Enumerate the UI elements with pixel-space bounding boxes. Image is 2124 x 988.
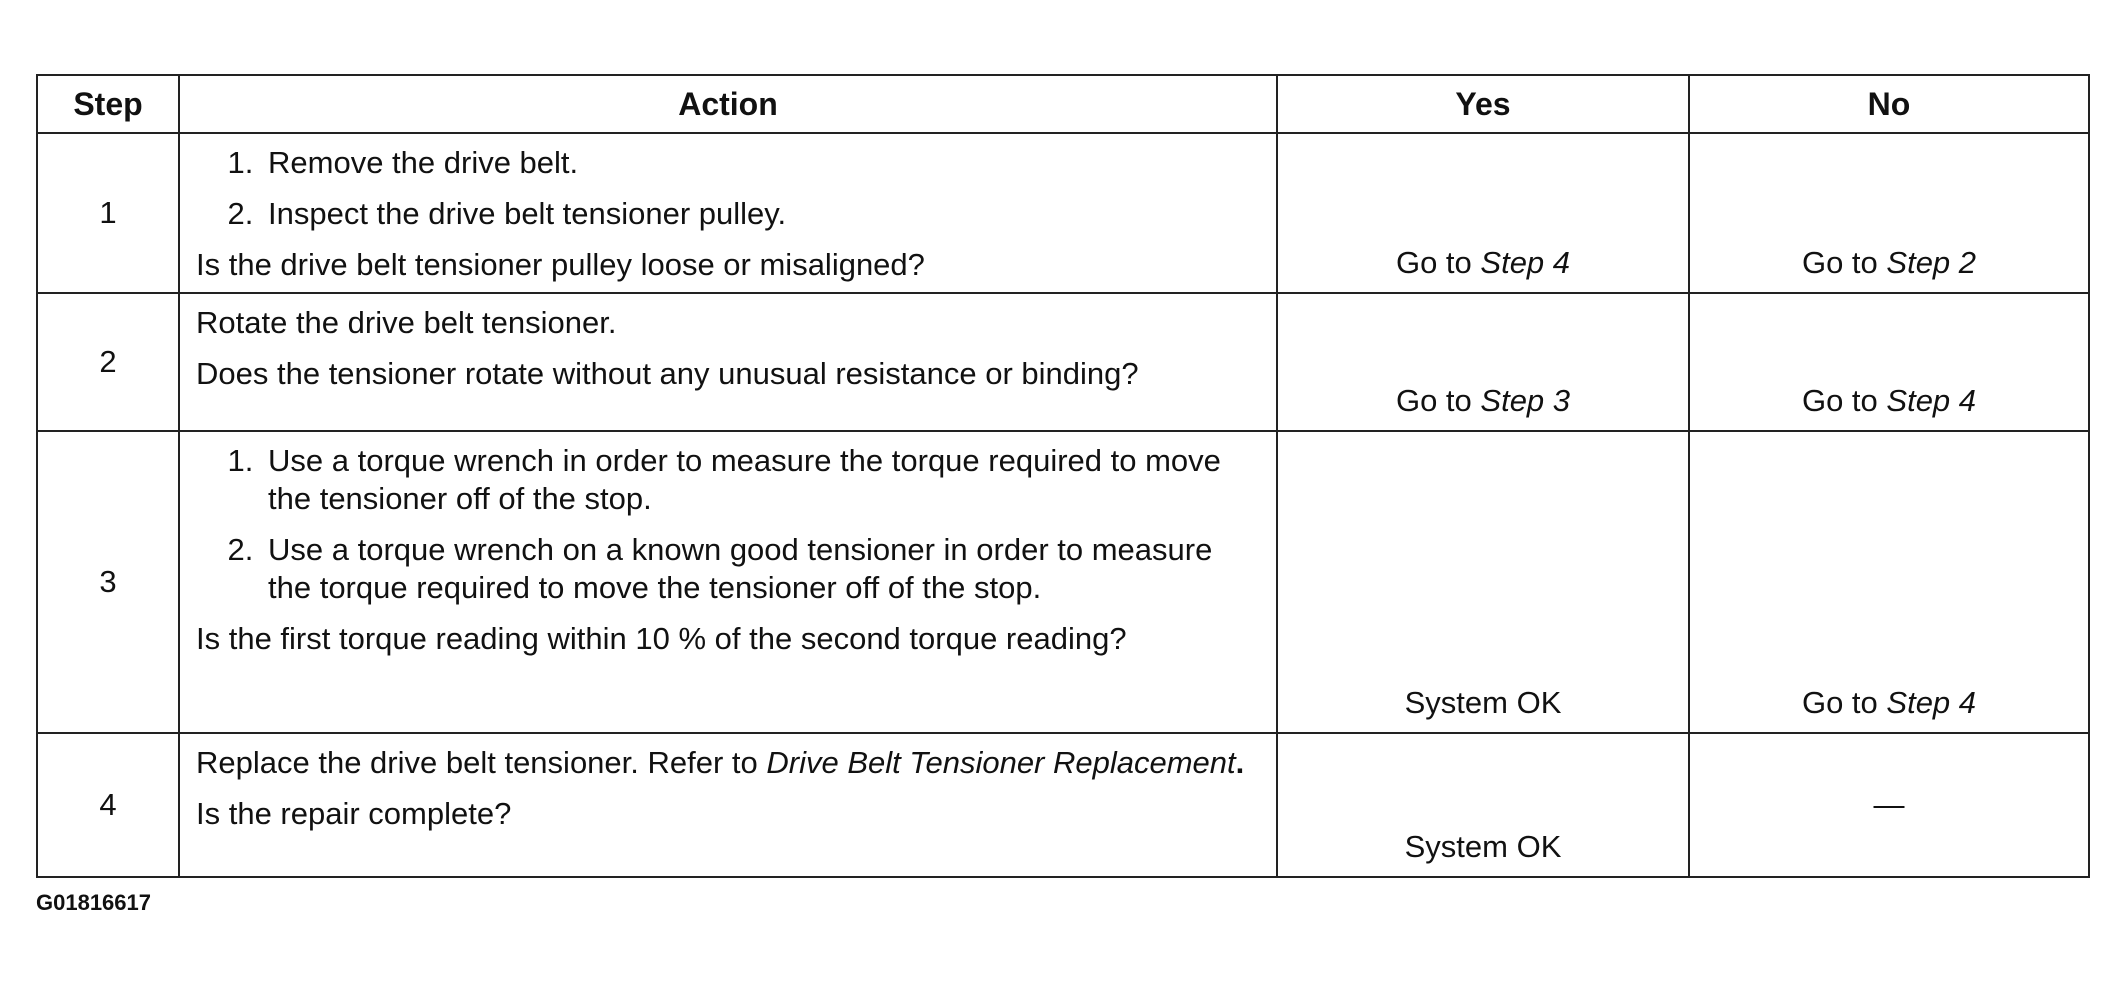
question-text: Is the drive belt tensioner pulley loose or misaligned? <box>196 247 925 282</box>
instruction-prefix: Replace the drive belt tensioner. Refer to <box>196 745 767 780</box>
instruction-text: Rotate the drive belt tensioner. <box>196 305 617 340</box>
step-number: 3 <box>37 431 179 733</box>
yes-cell <box>1277 133 1689 293</box>
table-row <box>37 733 2089 877</box>
table-row <box>37 293 2089 431</box>
header-no: No <box>1689 75 2089 133</box>
action-cell <box>179 293 1277 431</box>
yes-cell <box>1277 733 1689 877</box>
no-cell <box>1689 293 2089 431</box>
yes-step-link[interactable]: Step 3 <box>1480 383 1571 418</box>
no-step-link[interactable]: Step 2 <box>1886 245 1977 280</box>
table-row <box>37 431 2089 733</box>
instruction-list <box>196 442 1264 607</box>
instruction-item: 2. Inspect the drive belt tensioner pulley. <box>262 195 1264 233</box>
table-row <box>37 133 2089 293</box>
header-yes: Yes <box>1277 75 1689 133</box>
yes-result: System OK <box>1404 685 1562 720</box>
no-step-link[interactable]: Step 4 <box>1886 383 1977 418</box>
yes-prefix: Go to <box>1395 383 1481 418</box>
yes-result: System OK <box>1404 829 1562 864</box>
step-number: 1 <box>37 133 179 293</box>
yes-cell <box>1277 293 1689 431</box>
instruction-item: 1. Use a torque wrench in order to measure the torque required to move the tensioner off of the stop. <box>262 442 1264 518</box>
no-result-dash: — <box>1873 787 1905 822</box>
header-action: Action <box>179 75 1277 133</box>
instruction-item: 2. Use a torque wrench on a known good tensioner in order to measure the torque required to move the tensioner off of the stop. <box>262 531 1264 607</box>
action-cell <box>179 133 1277 293</box>
no-cell <box>1689 133 2089 293</box>
table-header-row <box>37 75 2089 133</box>
no-cell <box>1689 431 2089 733</box>
instruction-text <box>196 744 1264 782</box>
instruction-suffix: . <box>1235 745 1245 780</box>
procedure-link[interactable]: Drive Belt Tensioner Replacement <box>766 745 1236 780</box>
no-cell <box>1689 733 2089 877</box>
yes-step-link[interactable]: Step 4 <box>1480 245 1571 280</box>
no-prefix: Go to <box>1801 685 1887 720</box>
yes-prefix: Go to <box>1395 245 1481 280</box>
no-prefix: Go to <box>1801 383 1887 418</box>
step-number: 4 <box>37 733 179 877</box>
diagnostic-table <box>36 74 2090 878</box>
instruction-item: 1. Remove the drive belt. <box>262 144 1264 182</box>
question-text: Is the repair complete? <box>196 796 512 831</box>
no-step-link[interactable]: Step 4 <box>1886 685 1977 720</box>
action-cell <box>179 733 1277 877</box>
header-step: Step <box>37 75 179 133</box>
figure-id: G01816617 <box>36 890 151 915</box>
step-number: 2 <box>37 293 179 431</box>
yes-cell <box>1277 431 1689 733</box>
instruction-list <box>196 144 1264 233</box>
no-prefix: Go to <box>1801 245 1887 280</box>
question-text: Does the tensioner rotate without any unusual resistance or binding? <box>196 356 1139 391</box>
question-text: Is the first torque reading within 10 % of the second torque reading? <box>196 621 1127 656</box>
action-cell <box>179 431 1277 733</box>
